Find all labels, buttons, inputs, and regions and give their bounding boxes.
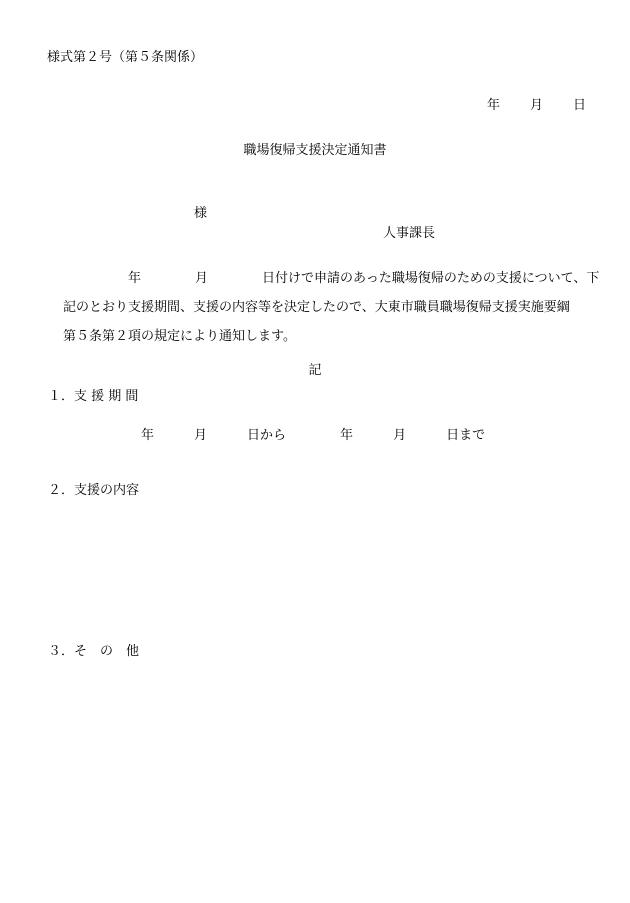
period-end-day: 日まで	[446, 428, 486, 443]
issuer: 人事課長	[383, 226, 436, 241]
body-date-rest: 日付けで申請のあった職場復帰のための支援について、下	[262, 271, 600, 286]
section-1-heading: １．支 援 期 間	[48, 389, 139, 404]
date-day: 日	[573, 98, 587, 113]
body-text	[63, 264, 600, 351]
issue-date	[487, 98, 586, 114]
body-line-1	[63, 264, 600, 293]
period-end-year: 年	[340, 428, 354, 443]
section-2-heading: ２．支援の内容	[48, 483, 140, 498]
support-period	[141, 428, 485, 444]
form-number: 様式第２号（第５条関係）	[47, 50, 204, 65]
ki-marker: 記	[308, 363, 322, 378]
period-start-day: 日から	[247, 428, 287, 443]
recipient-suffix: 様	[194, 206, 208, 221]
period-start-year: 年	[141, 428, 155, 443]
body-year: 年	[128, 271, 142, 286]
body-line-2: 記のとおり支援期間、支援の内容等を決定したので、大東市職員職場復帰支援実施要綱	[63, 300, 570, 315]
body-line-3: 第５条第２項の規定により通知します。	[63, 329, 296, 344]
document-title: 職場復帰支援決定通知書	[243, 143, 387, 158]
body-month: 月	[195, 271, 209, 286]
date-year: 年	[487, 98, 501, 113]
period-end-month: 月	[393, 428, 407, 443]
date-month: 月	[530, 98, 544, 113]
period-start-month: 月	[194, 428, 208, 443]
section-3-heading: ３．そ の 他	[48, 644, 140, 659]
